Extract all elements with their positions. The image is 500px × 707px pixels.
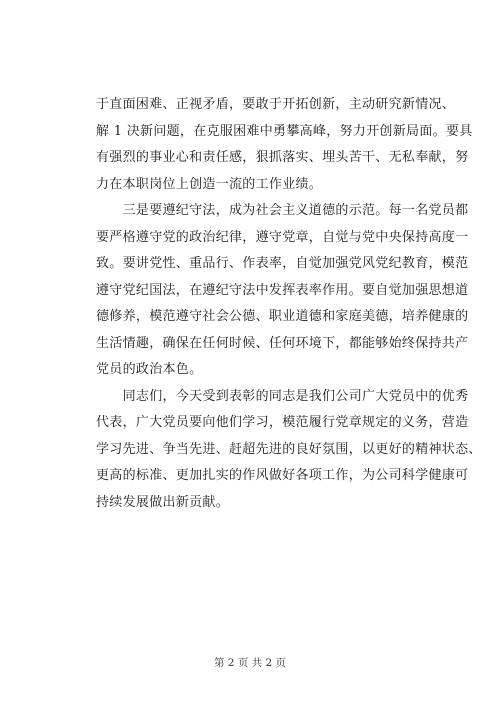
paragraph-1 <box>96 92 473 198</box>
text-line: 遵守党纪国法，在遵纪守法中发挥表率作用。要自觉加强思想道 <box>96 282 469 298</box>
text-line: 生活情趣，确保在任何时候、任何环境下，都能够始终保持共产 <box>96 335 469 351</box>
text-line: 持续发展做出新贡献。 <box>96 494 230 510</box>
text-line: 力在本职岗位上创造一流的工作业绩。 <box>96 176 323 192</box>
text-line: 党员的政治本色。 <box>96 362 203 377</box>
document-body <box>96 92 482 516</box>
page-number-label: 第 2 页 共 2 页 <box>213 657 287 669</box>
text-line: 解 1 决新问题，在克服困难中勇攀高峰，努力开创新局面。要具 <box>96 123 473 139</box>
text-line: 要严格遵守党的政治纪律，遵守党章，自觉与党中央保持高度一 <box>96 229 469 245</box>
page-footer <box>0 655 500 670</box>
paragraph-2 <box>96 198 469 384</box>
text-line: 学习先进、争当先进、赶超先进的良好氛围，以更好的精神状态、 <box>96 441 482 457</box>
text-line: 于直面困难、正视矛盾，要敢于开拓创新，主动研究新情况、 <box>96 97 456 112</box>
text-line: 同志们，今天受到表彰的同志是我们公司广大党员中的优秀 <box>96 388 469 404</box>
text-line: 代表，广大党员要向他们学习，模范履行党章规定的义务，营造 <box>96 415 469 430</box>
text-line: 有强烈的事业心和责任感，狠抓落实、埋头苦干、无私奉献，努 <box>96 150 469 165</box>
text-line: 更高的标准、更加扎实的作风做好各项工作，为公司科学健康可 <box>96 468 469 483</box>
text-line: 三是要遵纪守法，成为社会主义道德的示范。每一名党员都 <box>96 203 469 218</box>
paragraph-3 <box>96 384 482 517</box>
text-line: 致。要讲党性、重品行、作表率，自觉加强党风党纪教育，模范 <box>96 256 469 271</box>
text-line: 德修养，模范遵守社会公德、职业道德和家庭美德，培养健康的 <box>96 309 469 324</box>
